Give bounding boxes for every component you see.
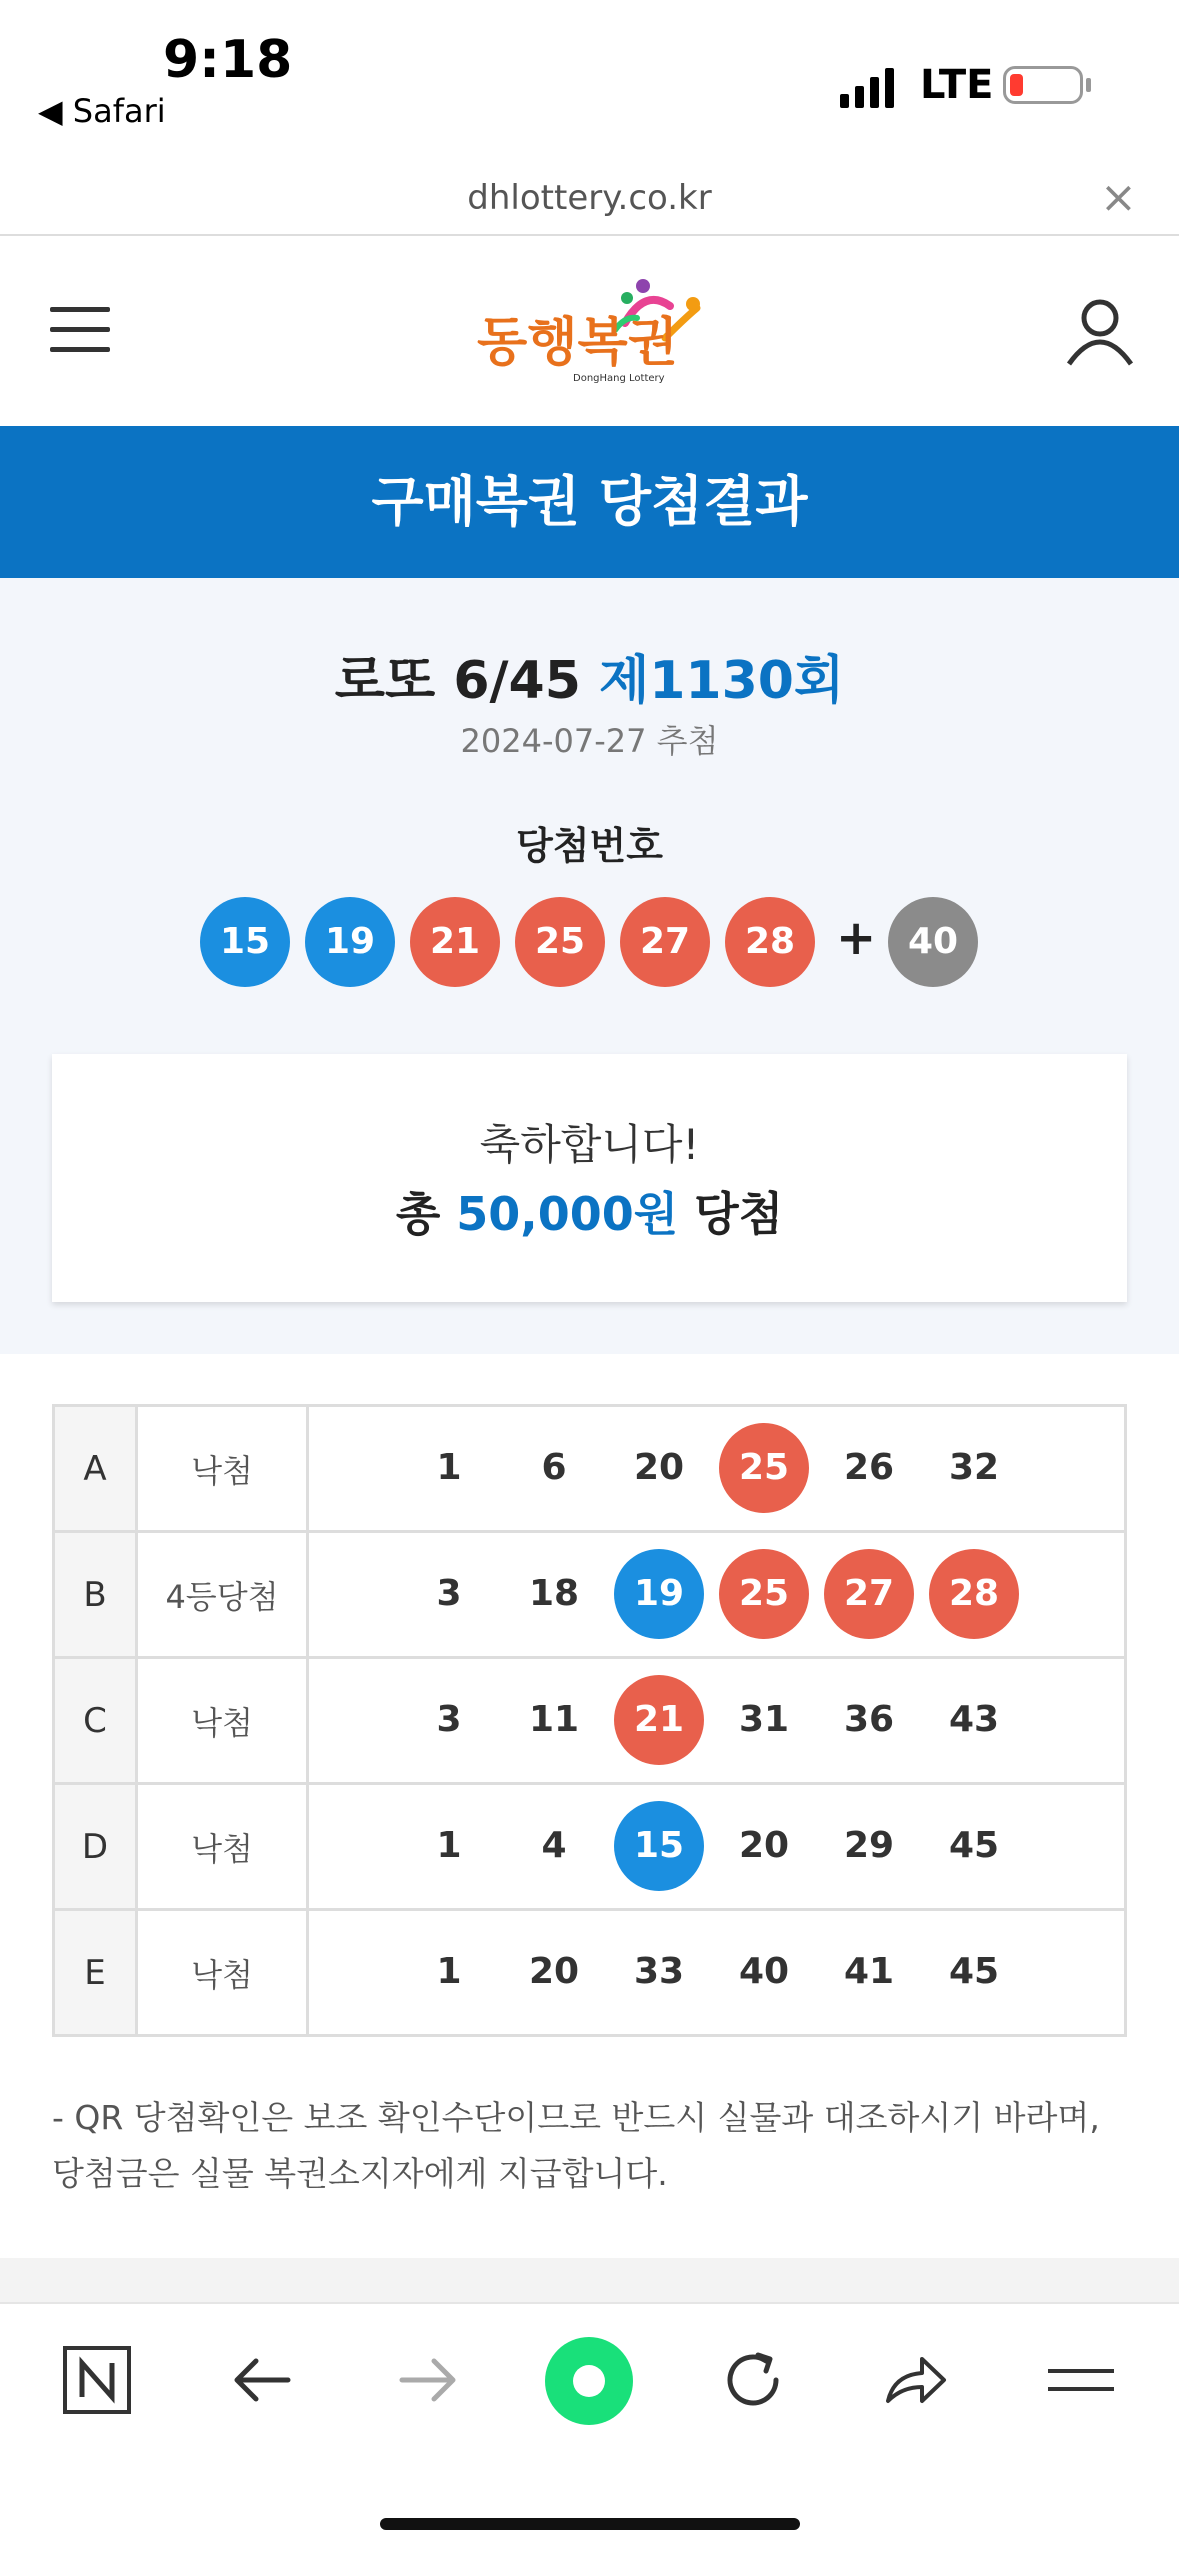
- game-number: 3: [436, 1699, 462, 1740]
- network-type: LTE: [920, 62, 994, 108]
- winning-numbers-label: 당첨번호: [516, 824, 663, 868]
- purchased-games-table: [52, 1404, 1127, 2037]
- status-time: 9:18: [163, 30, 293, 90]
- notice-text: - QR 당첨확인은 보조 확인수단이므로 반드시 실물과 대조하시기 바라며, 당첨금은 실물 복권소지자에게 지급합니다.: [52, 2098, 1100, 2193]
- divider: [0, 234, 1179, 236]
- game-numbers: [308, 1784, 1126, 1910]
- winning-number-ball: 19: [305, 897, 395, 987]
- back-to-safari-link[interactable]: ◀ Safari: [38, 92, 166, 130]
- matched-number: 28: [929, 1549, 1019, 1639]
- logo-text: 동행복권: [477, 313, 678, 373]
- share-icon[interactable]: [880, 2345, 950, 2415]
- back-arrow-icon[interactable]: [228, 2345, 298, 2415]
- game-number: 26: [843, 1447, 895, 1488]
- game-result: 낙첨: [137, 1784, 308, 1910]
- home-indicator[interactable]: [380, 2518, 800, 2530]
- game-number: 36: [843, 1699, 895, 1740]
- game-number: 40: [738, 1951, 790, 1992]
- game-numbers: [308, 1910, 1126, 2036]
- table-row: [54, 1658, 1126, 1784]
- close-icon[interactable]: ×: [1100, 172, 1137, 223]
- winning-number-ball: 15: [200, 897, 290, 987]
- game-number: 32: [948, 1447, 1000, 1488]
- donghang-lottery-logo[interactable]: [475, 268, 715, 393]
- battery-level: [1010, 74, 1023, 96]
- game-number: 18: [528, 1573, 580, 1614]
- total-amount: 50,000원: [456, 1187, 679, 1241]
- game-numbers: [308, 1658, 1126, 1784]
- footer-spacer: [0, 2258, 1179, 2302]
- draw-title: [0, 638, 1179, 713]
- game-result: 4등당첨: [137, 1532, 308, 1658]
- matched-number: 15: [614, 1801, 704, 1891]
- game-number: 20: [528, 1951, 580, 1992]
- green-dot-icon[interactable]: [544, 2336, 634, 2426]
- game-number: 31: [738, 1699, 790, 1740]
- draw-round: 제1130회: [599, 651, 845, 711]
- game-number: 43: [948, 1699, 1000, 1740]
- game-number: 4: [541, 1825, 567, 1866]
- matched-number: 25: [719, 1423, 809, 1513]
- game-number: 20: [738, 1825, 790, 1866]
- forward-arrow-icon[interactable]: [392, 2345, 462, 2415]
- winning-number-ball: 25: [515, 897, 605, 987]
- game-number: 45: [948, 1825, 1000, 1866]
- matched-number: 21: [614, 1675, 704, 1765]
- game-number: 20: [633, 1447, 685, 1488]
- game-result: 낙첨: [137, 1406, 308, 1532]
- game-result: 낙첨: [137, 1910, 308, 2036]
- winning-number-ball: 28: [725, 897, 815, 987]
- game-id: E: [54, 1910, 137, 2036]
- total-prefix: 총: [395, 1187, 441, 1241]
- game-id: A: [54, 1406, 137, 1532]
- draw-date: 2024-07-27 추첨: [460, 722, 719, 760]
- matched-number: 25: [719, 1549, 809, 1639]
- game-id: C: [54, 1658, 137, 1784]
- total-winnings: [52, 1178, 1127, 1244]
- cellular-signal-icon: [840, 68, 900, 108]
- page-title-banner: 구매복권 당첨결과: [0, 426, 1179, 578]
- game-numbers: [308, 1406, 1126, 1532]
- menu-icon[interactable]: [1046, 2345, 1116, 2415]
- url-display[interactable]: dhlottery.co.kr: [467, 178, 712, 218]
- game-number: 1: [436, 1447, 462, 1488]
- hamburger-menu-icon[interactable]: [50, 305, 110, 355]
- bonus-plus-sign: +: [836, 910, 877, 966]
- game-number: 1: [436, 1825, 462, 1866]
- game-number: 1: [436, 1951, 462, 1992]
- matched-number: 19: [614, 1549, 704, 1639]
- game-number: 33: [633, 1951, 685, 1992]
- game-name: 로또 6/45: [334, 651, 581, 711]
- logo-subtext: DongHang Lottery: [573, 373, 665, 384]
- game-result: 낙첨: [137, 1658, 308, 1784]
- game-number: 11: [528, 1699, 580, 1740]
- table-row: [54, 1910, 1126, 2036]
- game-number: 41: [843, 1951, 895, 1992]
- total-suffix: 당첨: [694, 1187, 784, 1241]
- user-profile-icon[interactable]: [1065, 298, 1135, 368]
- table-row: [54, 1532, 1126, 1658]
- game-number: 6: [541, 1447, 567, 1488]
- game-number: 45: [948, 1951, 1000, 1992]
- game-number: 29: [843, 1825, 895, 1866]
- table-row: [54, 1784, 1126, 1910]
- game-id: D: [54, 1784, 137, 1910]
- congrats-text: 축하합니다!: [479, 1120, 700, 1169]
- matched-number: 27: [824, 1549, 914, 1639]
- table-row: [54, 1406, 1126, 1532]
- winning-number-ball: 21: [410, 897, 500, 987]
- naver-n-icon[interactable]: [62, 2345, 132, 2415]
- reload-icon[interactable]: [718, 2345, 788, 2415]
- winning-number-ball: 27: [620, 897, 710, 987]
- game-number: 3: [436, 1573, 462, 1614]
- game-id: B: [54, 1532, 137, 1658]
- bonus-number-ball: 40: [888, 897, 978, 987]
- battery-cap: [1086, 78, 1091, 92]
- game-numbers: [308, 1532, 1126, 1658]
